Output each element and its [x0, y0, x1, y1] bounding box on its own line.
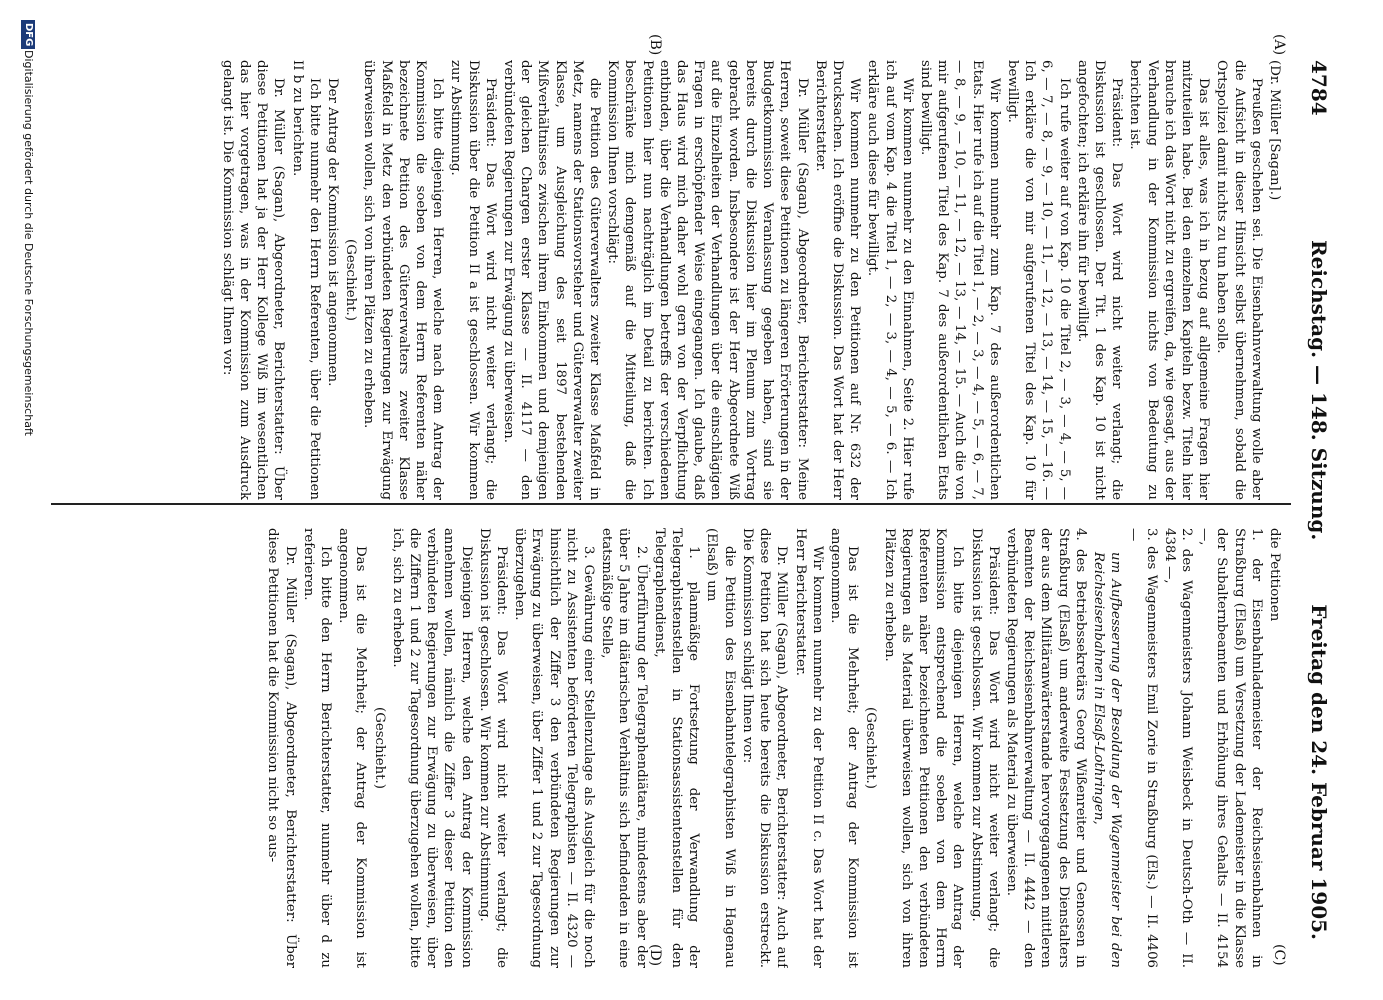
right-paragraph: Präsident: Das Wort wird nicht weiter verlangt; die Diskussion ist geschlossen. Wir kommen zur Abstimmung. [476, 528, 510, 968]
right-paragraph: Dr. Müller (Sagan), Abgeordneter, Berichterstatter: Über diese Petitionen hat die Kommission nicht so aus- [265, 528, 298, 968]
dfg-logo: DFG [21, 20, 35, 49]
left-paragraph: Präsident: Das Wort wird nicht weiter verlangt; die Diskussion ist geschlossen. Der Tit. 1 des Kap. 10 ist nicht angefochten; ich erkläre ihn für bewilligt. [1074, 60, 1125, 500]
right-paragraph: Ich bitte den Herrn Berichterstatter, nunmehr über d zu referieren. [300, 528, 334, 968]
brace-note: um Aufbesserung der Besoldung der Wagenmeister bei den Reichseisenbahnen in Elsaß-Lothringen, [1090, 552, 1124, 968]
petition-item: 3. des Wagenmeisters Emil Zorie in Straßburg (Els.) — II. 4406 — [1126, 528, 1159, 968]
running-speaker: (Dr. Müller [Sagan].) [1267, 60, 1282, 201]
left-paragraph: (Geschieht.) [343, 239, 359, 321]
petition-item: 2. des Wagenmeisters Johann Weisbeck in Deutsch-Oth — II. 4384 —, [1161, 528, 1194, 968]
left-column [53, 60, 1283, 500]
margin-marker-c: (C) [1271, 944, 1287, 966]
page-title: Reichstag. — 148. Sitzung. [1307, 240, 1331, 541]
right-column [53, 528, 1283, 968]
right-paragraph: Das ist die Mehrheit; der Antrag der Kommission ist angenommen. [336, 528, 369, 968]
right-paragraph: (Geschieht.) [863, 707, 879, 789]
left-paragraph: Das ist alles, was ich in bezug auf allgemeine Fragen hier mitzuteilen habe. Bei den einzelnen Kapiteln bezw. Titeln hier brauche ich das Wort nicht zu ergreifen, da, wie gesagt, aus der Verhandlung in der Kommission nichts von Bedeutung zu berichten ist. [1127, 60, 1212, 500]
margin-marker-d: (D) [647, 944, 663, 967]
right-paragraph: Ich bitte diejenigen Herren, welche den Antrag der Kommission entsprechend die soeben von dem Herrn Referenten näher bezeichneten Petitionen den verbündeten Regierungen als Material überweisen wollen, sich von ihren Plätzen zu erheben. [881, 528, 966, 968]
right-paragraph: Präsident: Das Wort wird nicht weiter verlangt; die Diskussion ist geschlossen. Wir kommen zur Abstimmung. [968, 528, 1001, 968]
digitization-footer [17, 20, 35, 980]
petition-item: 1. der Eisenbahnlademeister der Reichseisenbahnen in Straßburg (Elsaß) um Versetzung der Lademeister in die Klasse der Subalternbeamten und Erhöhung ihres Gehalts — II. 4154 —, [1197, 528, 1264, 968]
left-paragraph: Ich bitte diejenigen Herren, welche nach dem Antrag der Kommission die soeben von dem Herrn Referenten näher bezeichnete Petition des Güterverwalters zweiter Klasse Maßfeld in Metz den verbündeten Regierungen zur Erwägung überweisen wollen, sich von ihren Plätzen zu erheben. [361, 60, 446, 500]
right-paragraph: Diejenigen Herren, welche den Antrag der Kommission annehmen wollen, nämlich die Ziffer 3 dieser Petition den verbündeten Regierungen zur Erwägung zu überweisen, über die Ziffern 1 und 2 zur Tagesordnung überzugehen wollen, bitte ich, sich zu erheben. [389, 528, 474, 968]
right-paragraph: Das ist die Mehrheit; der Antrag der Kommission ist angenommen. [827, 528, 861, 968]
page-number: 4784 [1307, 60, 1331, 116]
left-paragraph: Preußen geschehen sei. Die Eisenbahnverwaltung wolle aber die Aufsicht in dieser Hinsicht selbst übernehmen, sobald die Ortspolizei damit nichts zu tun haben solle. [1214, 60, 1264, 500]
margin-marker-b: (B) [647, 34, 663, 56]
left-paragraph: Ich rufe weiter auf von Kap. 10 die Titel 2, — 3, — 4, — 5, — 6, — 7, — 8, — 9, — 10, — 11, — 12, — 13, — 14, — 15, — 16. — Ich erkläre die von mir aufgerufenen Titel des Kap. 10 für bewilligt. [1004, 60, 1072, 500]
left-paragraph: Dr. Müller (Sagan), Abgeordneter, Berichterstatter: Über diese Petitionen hat ja der Herr Kollege Wiß im wesentlichen das hier vorgetragen, was in der Kommission zum Ausdruck gelangt ist. Die Kommission schlägt Ihnen vor: [219, 60, 287, 500]
left-paragraph: Wir kommen nunmehr zum Kap. 7 des außerordentlichen Etats. Hier rufe ich auf die Titel 1, — 2, — 3, — 4, — 5, — 6, — 7, — 8, — 9, — 10, — 11, — 12, — 13, — 14, — 15. — Auch die von mir aufgerufenen Titel des Kap. 7 des außerordentlichen Etats sind bewilligt. [917, 60, 1002, 500]
page-date: Freitag den 24. Februar 1905. [1307, 604, 1331, 940]
margin-marker-a: (A) [1271, 34, 1287, 56]
footer-text: Digitalisierung gefördert durch die Deutsche Forschungsgemeinschaft [22, 50, 35, 436]
right-paragraph: 1. planmäßige Fortsetzung der Verwandlung der Telegraphistenstellen in Stationsassistentenstellen für den Telegraphendienst, [651, 528, 702, 968]
right-paragraph: 2. Überführung der Telegraphendiätare, mindestens aber der über 5 Jahre im diätarischen Verhältnis sich befindenden in eine etatsmäßige Stelle, [599, 528, 649, 968]
page-header [1297, 60, 1331, 940]
left-paragraph: Wir kommen nunmehr zu den Petitionen auf Nr. 632 der Drucksachen. Ich eröffne die Diskussion. Das Wort hat der Herr Berichterstatter. [812, 60, 863, 500]
left-paragraph: Dr. Müller (Sagan), Abgeordneter, Berichterstatter: Meine Herren, soweit diese Petitionen zu längeren Erörterungen in der Budgetkommission Veranlassung gegeben haben, sind sie bereits durch die Diskussion hier im Plenum zum Vortrag gebracht worden. Insbesondere ist der Herr Abgeordnete Wiß auf die Einzelheiten der Verhandlungen über die einschlägigen Fragen in erschöpfender Weise eingegangen. Ich glaube, daß das Haus wird mich daher wohl gern von der Verpflichtung entbinden, über die Verhandlungen betreffs der verschiedenen Petitionen hier nun nachträglich im Detail zu berichten. Ich beschränke mich demgemäß auf die Mitteilung, daß die Kommission Ihnen vorschlägt: [605, 60, 810, 500]
right-intro: die Petitionen [1267, 528, 1282, 622]
left-paragraph: Der Antrag der Kommission ist angenommen. [325, 78, 341, 387]
right-paragraph: 3. Gewährung einer Stellenzulage als Ausgleich für die noch nicht zu Assistenten beförderten Telegraphisten — II. 4320 — hinsichtlich der Ziffer 3 den verbündeten Regierungen zur Erwägung zu überweisen, über Ziffer 1 und 2 zur Tagesordnung überzugehen. [512, 528, 597, 968]
right-paragraph: Dr. Müller (Sagan), Abgeordneter, Berichterstatter: Auch auf diese Petition hat sich heute bereits die Diskussion erstreckt. Die Kommission schlägt Ihnen vor: [739, 528, 790, 968]
petition-item: 4. des Betriebssekretärs Georg Wißenreiter und Genossen in Straßburg (Elsaß) um anderweite Festsetzung des Dienstalters der aus dem Militäranwärterstande hervorgegangenen mittleren Beamten der Reichseisenbahnverwaltung — II. 4442 — den verbündeten Regierungen als Material zu überweisen. [1003, 528, 1088, 968]
left-paragraph: Ich bitte nunmehr den Herrn Referenten, über die Petitionen II b zu berichten. [289, 60, 322, 500]
right-paragraph: die Petition des Eisenbahntelegraphisten Wiß in Hagenau (Elsaß) um [704, 528, 737, 968]
left-paragraph: die Petition des Güterverwalters zweiter Klasse Maßfeld in Metz, namens der Stationsvorsteher und Güterverwalter zweiter Klasse, um Ausgleichung des seit 1897 bestehenden Mißverhältnisses zwischen ihrem Einkommen und demjenigen der gleichen Chargen erster Klasse — II. 4117 — den verbündeten Regierungen zur Erwägung zu überweisen. [501, 60, 603, 500]
column-divider [51, 503, 1291, 505]
right-paragraph: (Geschieht.) [371, 707, 387, 789]
left-paragraph: Wir kommen nunmehr zu den Einnahmen, Seite 2. Hier rufe ich auf vom Kap. 4 die Titel 1, — 2, — 3, — 4, — 5, — 6. — Ich erkläre auch diese für bewilligt. [865, 60, 915, 500]
left-paragraph: Präsident: Das Wort wird nicht weiter verlangt; die Diskussion über die Petition II a ist geschlossen. Wir kommen zur Abstimmung. [448, 60, 498, 500]
right-paragraph: Wir kommen nunmehr zu der Petition II c. Das Wort hat der Herr Berichterstatter. [792, 528, 825, 968]
